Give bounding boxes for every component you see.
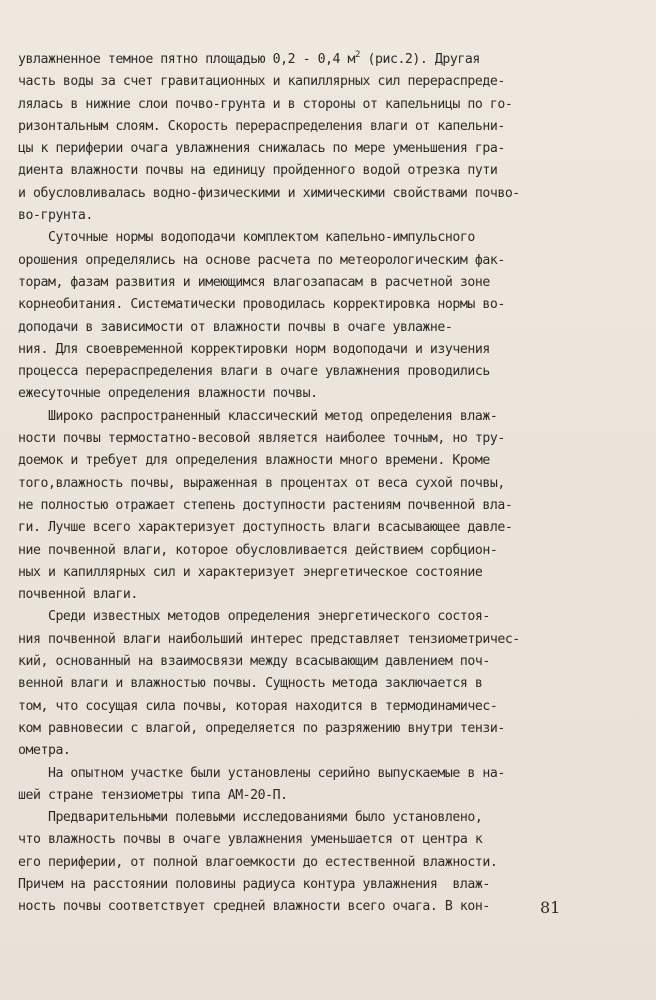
text-line [18,450,648,472]
body-text [18,49,648,919]
text-line-content: ных и капиллярных сил и характеризует энергетическое состояние [18,564,483,580]
text-line-content: Суточные нормы водоподачи комплектом капельно-импульсного [18,230,475,246]
text-line-content: того,влажность почвы, выраженная в процентах от веса сухой почвы, [18,475,505,491]
text-line-content: что влажность почвы в очаге увлажнения уменьшается от центра к [18,832,483,848]
text-line [18,361,648,383]
text-line [18,406,648,428]
text-line [18,696,648,718]
text-line [18,183,648,205]
text-line-content: том, что сосущая сила почвы, которая находится в термодинамичес- [18,698,498,714]
text-line-content: торам, фазам развития и имеющимся влагозапасам в расчетной зоне [18,274,490,290]
text-line-content: цы к периферии очага увлажнения снижалась по мере уменьшения гра- [18,141,505,157]
text-line-content: Предварительными полевыми исследованиями было установлено, [18,810,483,826]
text-line [18,807,648,829]
text-line [18,428,648,450]
text-line-content: доемок и требует для определения влажности много времени. Кроме [18,453,490,469]
text-line-content: ния почвенной влаги наибольший интерес представляет тензиометричес- [18,631,520,647]
text-line-content: ги. Лучше всего характеризует доступность влаги всасывающее давле- [18,520,513,536]
text-line [18,116,648,138]
text-line-content: ризонтальным слоям. Скорость перераспределения влаги от капельни- [18,118,505,134]
text-line-content: Причем на расстоянии половины радиуса контура увлажнения влаж- [18,876,490,892]
text-line-content: венной влаги и влажностью почвы. Сущность метода заключается в [18,676,483,692]
text-line [18,540,648,562]
text-line [18,339,648,361]
text-line-content: ния. Для своевременной корректировки норм водоподачи и изучения [18,341,490,357]
text-line-content: часть воды за счет гравитационных и капиллярных сил перераспреде- [18,74,505,90]
text-line-content: увлажненное темное пятно площадью 0,2 - 0,4 м [18,52,356,67]
text-line-content: кий, основанный на взаимосвязи между всасывающим давлением поч- [18,654,490,670]
text-line [18,49,648,71]
text-line-content: Среди известных методов определения энергетического состоя- [18,609,490,625]
text-line-content: ежесуточные определения влажности почвы. [18,386,318,402]
text-line [18,718,648,740]
text-line-content: На опытном участке были установлены серийно выпускаемые в на- [18,765,505,781]
text-line [18,272,648,294]
text-line [18,763,648,785]
text-line [18,317,648,339]
text-line-content: ометра. [18,743,71,759]
text-line-content: корнеобитания. Систематически проводилась корректировка нормы во- [18,297,505,313]
superscript: 2 [355,50,360,60]
text-line [18,629,648,651]
text-line-content: не полностью отражает степень доступности растениям почвенной вла- [18,497,513,513]
text-line [18,852,648,874]
text-line-content: во-грунта. [18,208,93,224]
page-number: 81 [540,898,561,917]
text-line [18,829,648,851]
text-line-continuation: (рис.2). Другая [360,52,480,67]
text-line [18,160,648,182]
text-line-content: ности почвы термостатно-весовой является наиболее точным, но тру- [18,431,505,447]
text-line [18,874,648,896]
text-line-content: диента влажности почвы на единицу пройденного водой отрезка пути [18,163,498,179]
text-line-content: шей стране тензиометры типа АМ-20-П. [18,787,288,803]
text-line [18,740,648,762]
text-line-content: почвенной влаги. [18,587,138,603]
text-line-content: ние почвенной влаги, которое обусловливается действием сорбцион- [18,542,498,558]
text-line [18,562,648,584]
text-line-content: орошения определялись на основе расчета по метеорологическим фак- [18,252,505,268]
text-line [18,294,648,316]
text-line-content: его периферии, от полной влагоемкости до естественной влажности. [18,854,498,870]
text-line [18,673,648,695]
text-line-content: ность почвы соответствует средней влажности всего очага. В кон- [18,899,490,915]
text-line-content: процесса перераспределения влаги в очаге увлажнения проводились [18,364,490,380]
text-line-content: лялась в нижние слои почво-грунта и в стороны от капельницы по го- [18,96,513,112]
text-line [18,383,648,405]
text-line [18,584,648,606]
text-line [18,785,648,807]
text-line-content: и обусловливалась водно-физическими и химическими свойствами почво- [18,185,520,201]
text-line [18,205,648,227]
text-line [18,138,648,160]
text-line [18,227,648,249]
text-line [18,651,648,673]
text-line [18,94,648,116]
text-line [18,473,648,495]
text-line-content: доподачи в зависимости от влажности почвы в очаге увлажне- [18,319,453,335]
text-line-content: Широко распространенный классический метод определения влаж- [18,408,498,424]
text-line [18,495,648,517]
text-line [18,250,648,272]
text-line-content: ком равновесии с влагой, определяется по разряжению внутри тензи- [18,720,505,736]
text-line [18,71,648,93]
text-line [18,517,648,539]
text-line [18,606,648,628]
